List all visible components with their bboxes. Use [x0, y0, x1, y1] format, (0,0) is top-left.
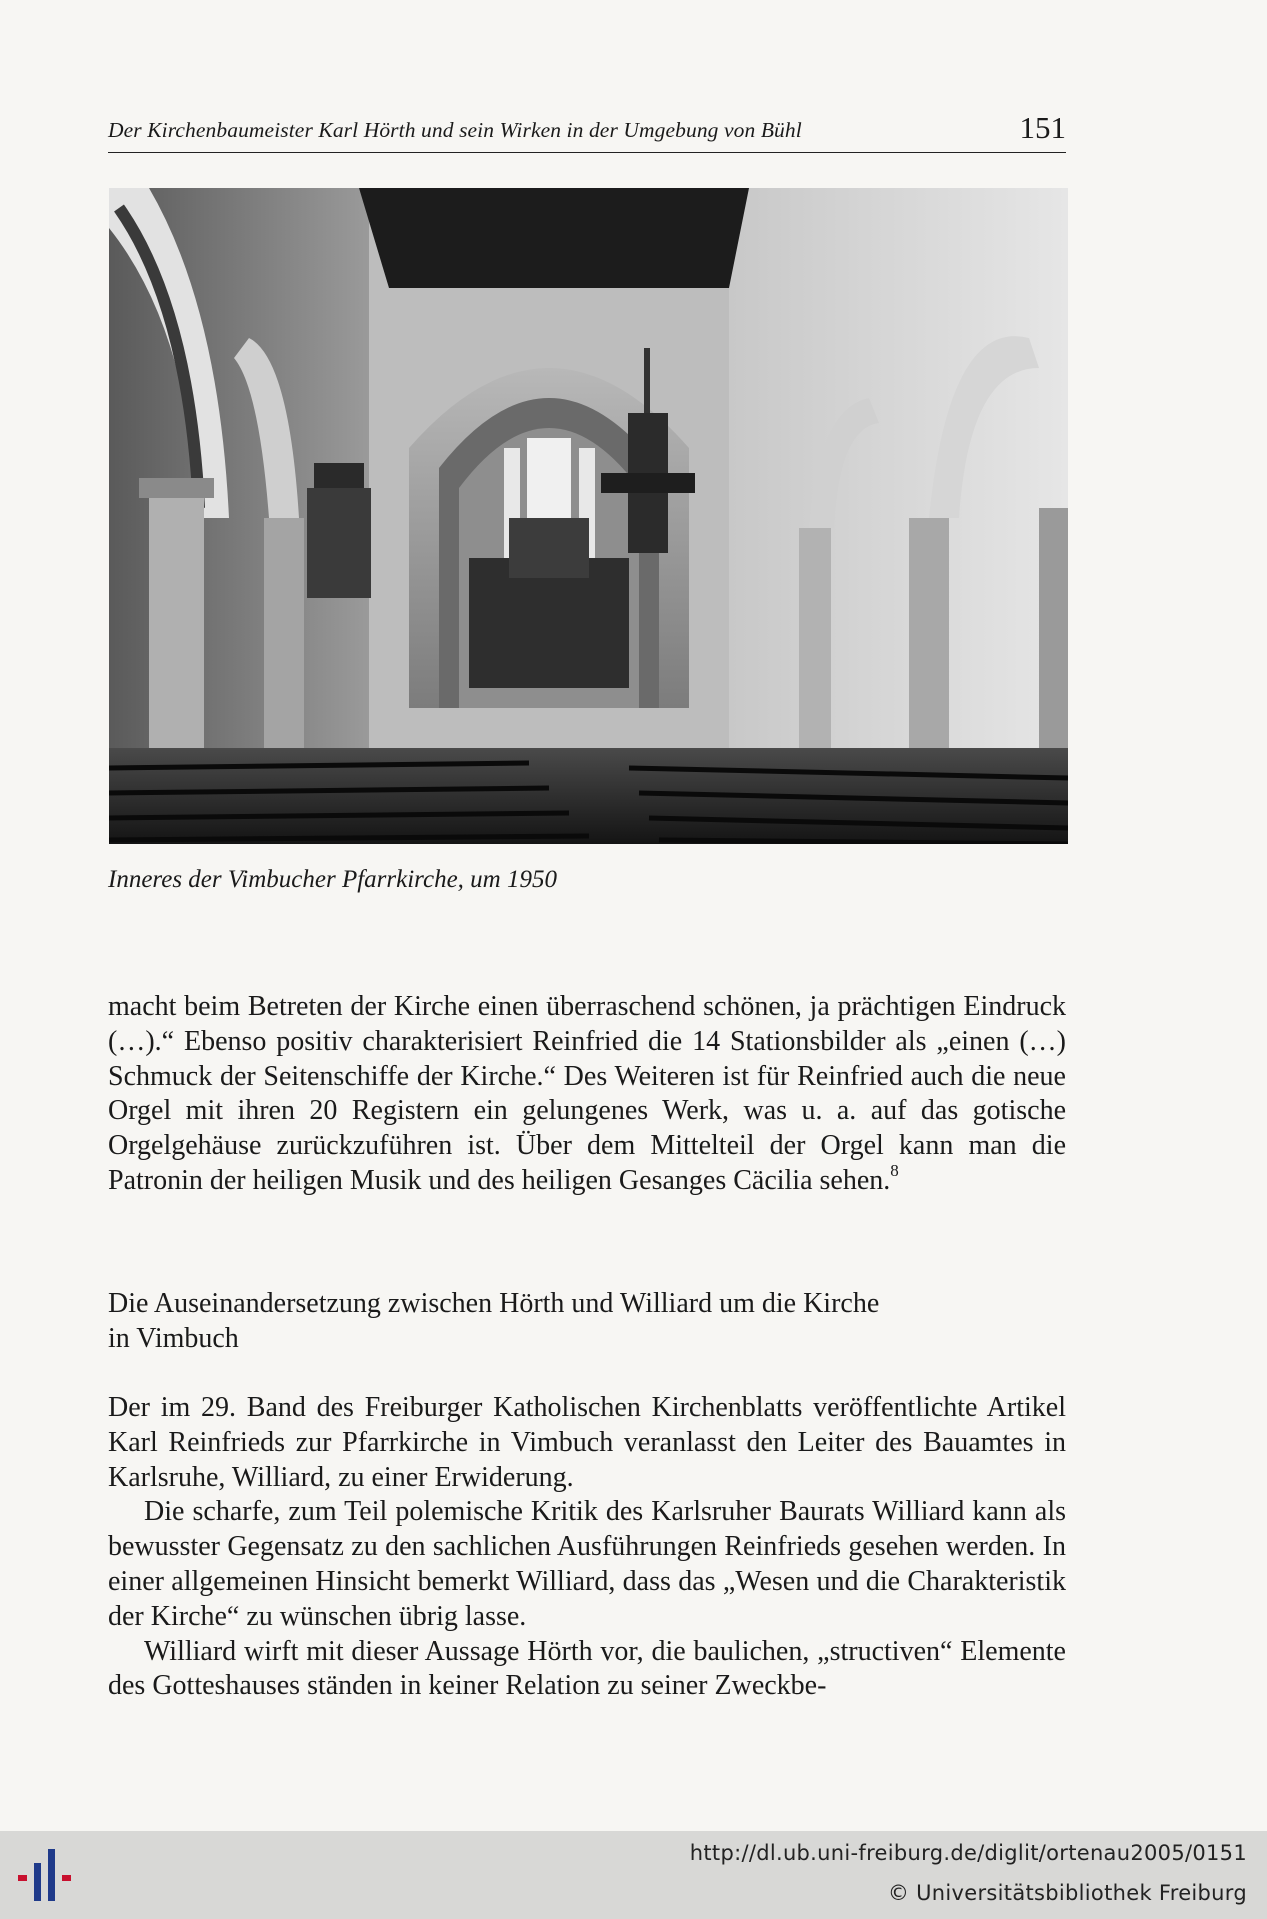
church-interior-photo — [109, 188, 1068, 844]
paragraph-text: macht beim Betreten der Kirche einen überraschend schönen, ja prächtigen Eindruck (…).“ Ebenso positiv charakterisiert Reinfried die 14 Stationsbilder als „einen (…) Schmuck der Seitenschiffe der Kirche.“ Des Weiteren ist für Reinfried auch die neue Orgel mit ihren 20 Registern ein gelungenes Werk, was u. a. auf das gotische Orgelgehäuse zurückzuführen ist. Über dem Mittelteil der Orgel kann man die Patronin der heiligen Musik und des heiligen Gesanges Cäcilia sehen. — [108, 991, 1066, 1196]
body-paragraph-2: Der im 29. Band des Freiburger Katholischen Kirchenblatts veröffentlichte Artikel Karl Reinfrieds zur Pfarrkirche in Vimbuch veranlasst den Leiter des Bauamtes in Karlsruhe, Williard, zu einer Erwiderung. — [108, 1392, 1066, 1493]
section-heading-line-2: in Vimbuch — [108, 1322, 239, 1354]
section-body — [108, 1391, 1066, 1704]
footer-bar — [0, 1831, 1267, 1919]
figure-caption: Inneres der Vimbucher Pfarrkirche, um 1950 — [108, 866, 557, 893]
body-paragraph-1 — [108, 990, 1066, 1199]
footnote-reference: 8 — [890, 1160, 899, 1180]
footer-copyright: © Universitätsbibliothek Freiburg — [887, 1881, 1247, 1905]
footer-url-link[interactable]: http://dl.ub.uni-freiburg.de/diglit/ortenau2005/0151 — [689, 1841, 1247, 1865]
section-heading-line-1: Die Auseinandersetzung zwischen Hörth und Williard um die Kirche — [108, 1288, 880, 1319]
body-paragraph-4: Williard wirft mit dieser Aussage Hörth vor, die baulichen, „structiven“ Elemente des Gotteshauses ständen in keiner Relation zu seiner Zweckbe- — [108, 1635, 1066, 1702]
running-header — [108, 110, 1066, 153]
running-title: Der Kirchenbaumeister Karl Hörth und sein Wirken in der Umgebung von Bühl — [108, 118, 802, 142]
section-heading — [108, 1287, 1008, 1357]
library-logo-icon — [14, 1843, 84, 1907]
body-paragraph-3: Die scharfe, zum Teil polemische Kritik des Karlsruher Baurats Williard kann als bewusster Gegensatz zu den sachlichen Ausführungen Reinfrieds gesehen werden. In einer allgemeinen Hinsicht bemerkt Williard, dass das „Wesen und die Charakteristik der Kirche“ zu wünschen übrig lasse. — [108, 1496, 1066, 1632]
page-number: 151 — [1019, 110, 1066, 145]
